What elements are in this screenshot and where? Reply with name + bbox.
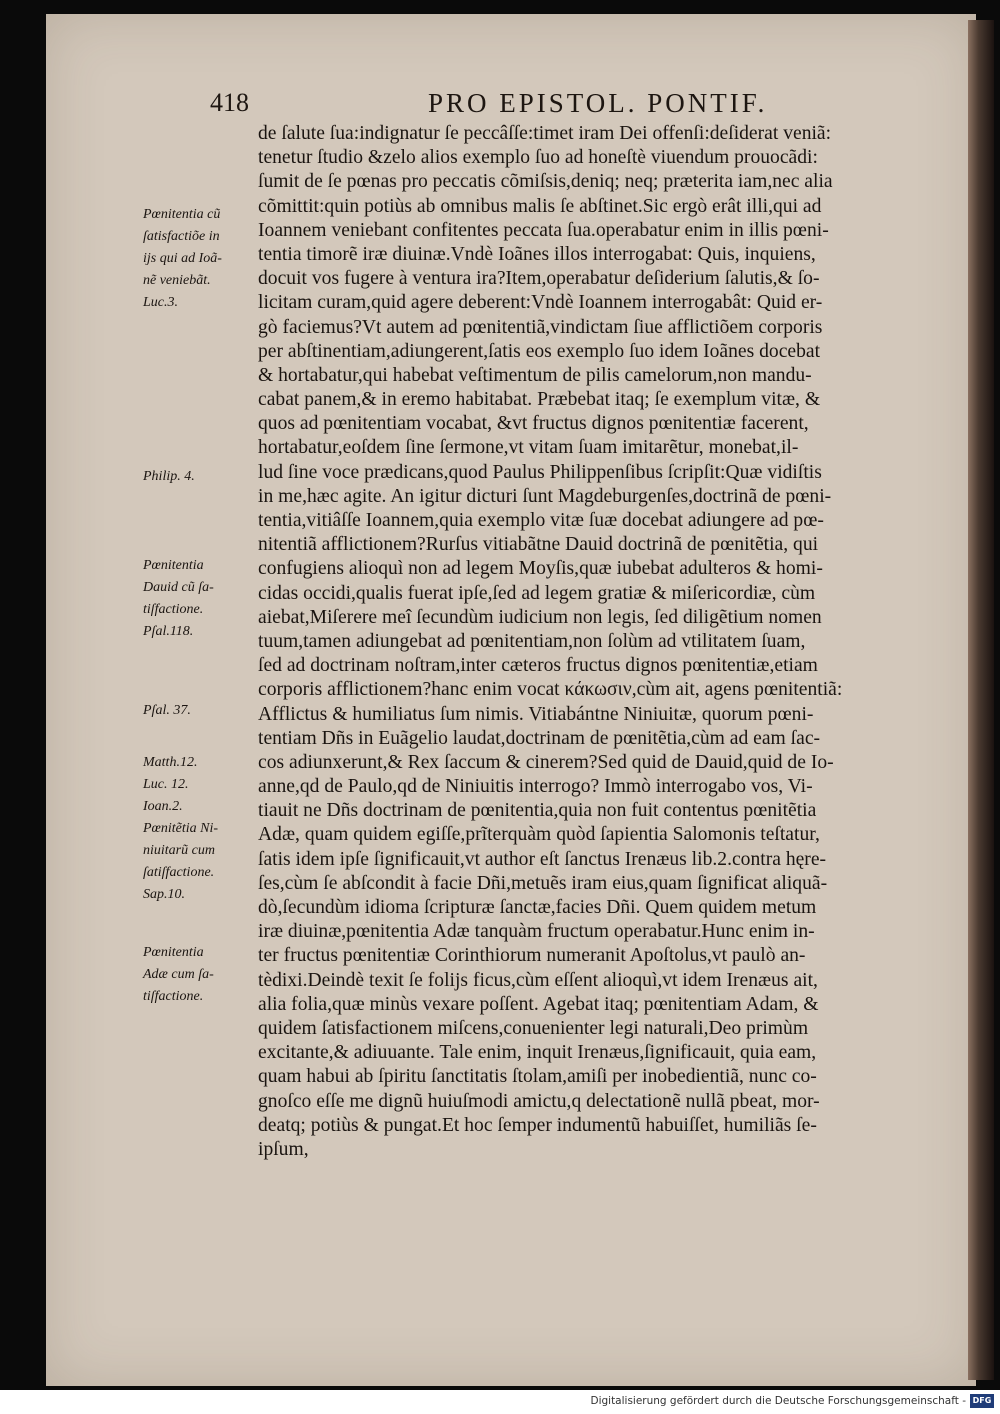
margin-note-line: niuitarũ cum (143, 843, 215, 858)
body-line: confugiens alioquì non ad legem Moyſis,quæ iubebat adulteros & homi- (258, 558, 823, 580)
margin-note-line: Matth.12. (143, 755, 198, 770)
body-line: cabat panem,& in eremo habitabat. Præbebat itaq; ſe exemplum vitæ, & (258, 389, 821, 411)
margin-note-line: Pœnitentia cũ (143, 207, 221, 222)
body-line: cõmittit:quin potiùs ab omnibus malis ſe abſtinet.Sic ergò erât illi,qui ad (258, 195, 822, 217)
body-line: tiauit ne Dñs doctrinam de pœnitentia,quia non fuit contentus pœnitẽtia (258, 800, 817, 822)
body-line: Adæ, quam quidem egiſſe,prĩterquàm quòd ſapientia Salomonis teſtatur, (258, 824, 820, 846)
body-line: ipſum, (258, 1138, 309, 1160)
margin-note (143, 700, 258, 722)
body-line: deatq; potiùs & pungat.Et hoc ſemper indumentũ habuiſſet, humiliãs ſe- (258, 1114, 817, 1136)
body-line: tentia,vitiâſſe Ioannem,quia exemplo vitæ ſuæ docebat adiungere ad pœ- (258, 510, 824, 531)
margin-note-line: ijs qui ad Ioã- (143, 251, 222, 266)
body-line: & hortabatur,qui habebat veſtimentum de pilis camelorum,non mandu- (258, 364, 812, 386)
body-line: cos adiunxerunt,& Rex ſaccum & cinerem?Sed quid de Dauid,quid de Io- (258, 751, 834, 773)
running-title: PRO EPISTOL. PONTIF. (428, 88, 768, 118)
body-line: tenetur ſtudio &zelo alios exemplo ſuo ad honeſtè viuendum prouocãdi: (258, 147, 818, 169)
dfg-logo: DFG (970, 1394, 994, 1408)
margin-note (143, 466, 258, 488)
body-line: excitante,& adiuuante. Tale enim, inquit Irenæus,ſignificauit, quia eam, (258, 1042, 817, 1064)
body-line: hortabatur,eoſdem ſine ſermone,vt vitam ſuam imitarẽtur, monebat,il- (258, 437, 799, 459)
body-line: nitentiã afflictionem?Rurſus vitiabãtne Dauid doctrinã de pœnitẽtia, qui (258, 534, 819, 556)
body-line: in me,hæc agite. An igitur dicturi ſunt Magdeburgenſes,doctrinã de pœni- (258, 485, 832, 507)
margin-note-line: tiſfactione. (143, 602, 204, 617)
body-line: quidem ſatisfactionem miſcens,conuenienter legi naturali,Deo primùm (258, 1017, 809, 1039)
body-line: gnoſco eſſe me dignũ huiuſmodi amictu,q delectationẽ nullã pbeat, mor- (258, 1090, 820, 1112)
body-line: ſed ad doctrinam noſtram,inter cæteros fructus dignos pœnitentiæ,etiam (258, 655, 818, 677)
body-line: ter fructus pœnitentiæ Corinthiorum numeranit Apoſtolus,vt paulò an- (258, 945, 806, 967)
margin-note-line: Pœnitentia (143, 558, 204, 573)
margin-note (143, 555, 258, 643)
body-line: cidas occidi,qualis fuerat ipſe,ſed ad legem gratiæ & miſericordiæ, cùm (258, 582, 816, 604)
margin-note-line: nẽ veniebãt. (143, 273, 211, 288)
margin-note-line: Pſal. 37. (143, 703, 191, 718)
margin-note-line: Luc.3. (143, 295, 178, 310)
body-line: alia folia,quæ minùs vexare poſſent. Agebat itaq; pœnitentiam Adam, & (258, 993, 819, 1015)
body-line: quam habui ab ſpiritu ſanctitatis ſtolam,amiſi per inobedientiã, nunc co- (258, 1066, 817, 1088)
margin-note (143, 942, 258, 1008)
body-line: per abſtinentiam,adiungerent,ſatis eos exemplo ſuo idem Ioãnes docebat (258, 340, 821, 362)
body-line: anne,qd de Paulo,qd de Niniuitis interrogo? Immò interrogabo vos, Vi- (258, 776, 813, 798)
margin-note-line: Pœnitẽtia Ni- (143, 821, 219, 836)
body-line: docuit vos fugere à ventura ira?Item,operabatur deſiderium ſalutis,& ſo- (258, 268, 820, 290)
margin-note-line: Ioan.2. (143, 799, 183, 814)
margin-note-line: Philip. 4. (143, 469, 195, 484)
body-line: tentia timorẽ iræ diuinæ.Vndè Ioãnes illos interrogabat: Quis, inquiens, (258, 243, 816, 265)
margin-note-line: Pœnitentia (143, 945, 204, 960)
body-line: de ſalute ſua:indignatur ſe peccâſſe:timet iram Dei offenſi:deſiderat veniã: (258, 123, 832, 144)
margin-note-line: ſatiſfactione. (143, 865, 215, 880)
body-line: ſumit de ſe pœnas pro peccatis cõmiſsis,deniq; neq; præterita iam,nec alia (258, 171, 833, 193)
margin-note-line: Dauid cũ ſa- (143, 580, 214, 595)
body-text (258, 122, 978, 1162)
margin-note (143, 204, 258, 314)
body-line: dò,ſecundùm idioma ſcripturæ ſanctæ,facies Dñi. Quem quidem metum (258, 897, 817, 918)
margin-note-line: Sap.10. (143, 887, 185, 902)
body-line: lud ſine voce prædicans,quod Paulus Philippenſibus ſcripſit:Quæ vidiſtis (258, 461, 822, 483)
body-line: iræ diuinæ,pœnitentia Adæ tanquàm fructum operabatur.Hunc enim in- (258, 921, 815, 943)
body-line: tèdixi.Deindè texit ſe folijs ficus,cùm eſſent alioquì,vt idem Irenæus ait, (258, 969, 818, 991)
page-number: 418 (210, 88, 249, 117)
margin-note-line: Luc. 12. (143, 777, 189, 792)
margin-note-line: Pſal.118. (143, 624, 194, 639)
page-header (210, 88, 830, 122)
margin-note-line: ſatisfactiõe in (143, 229, 220, 244)
body-line: ſes,cùm ſe abſcondit à facie Dñi,metuẽs iram eius,quam ſignificat aliquã- (258, 872, 828, 894)
body-line: ſatis idem ipſe ſignificauit,vt author eſt ſanctus Irenæus lib.2.contra hęre- (258, 848, 827, 870)
body-line: quos ad pœnitentiam vocabat, &vt fructus dignos pœnitentiæ facerent, (258, 413, 809, 435)
body-line: aiebat,Miſerere meî ſecundùm iudicium non legis, ſed diligẽtium nomen (258, 606, 822, 628)
body-line: tentiam Dñs in Euãgelio laudat,doctrinam de pœnitẽtia,cùm ad eam ſac- (258, 727, 821, 749)
funding-credit: Digitalisierung gefördert durch die Deutsche Forschungsgemeinschaft - (590, 1395, 966, 1407)
body-line: Afflictus & humiliatus ſum nimis. Vitiabántne Niniuitæ, quorum pœni- (258, 703, 814, 725)
footer (0, 1390, 1000, 1414)
margin-note (143, 752, 258, 906)
margin-note-line: tiſfactione. (143, 989, 204, 1004)
margin-note-line: Adæ cum ſa- (143, 967, 214, 982)
body-line: licitam curam,quid agere deberent:Vndè Ioannem interrogabât: Quid er- (258, 292, 823, 314)
body-line: gò faciemus?Vt autem ad pœnitentiã,vindictam ſiue afflictiõem corporis (258, 316, 823, 338)
body-line: Ioannem veniebant confitentes peccata ſua.operabatur enim in illis pœni- (258, 219, 829, 241)
body-line: corporis afflictionem?hanc enim vocat κάκωσιν,cùm ait, agens pœnitentiã: (258, 679, 843, 701)
body-line: tuum,tamen adiungebat ad pœnitentiam,non ſolùm ad vtilitatem ſuam, (258, 630, 806, 652)
